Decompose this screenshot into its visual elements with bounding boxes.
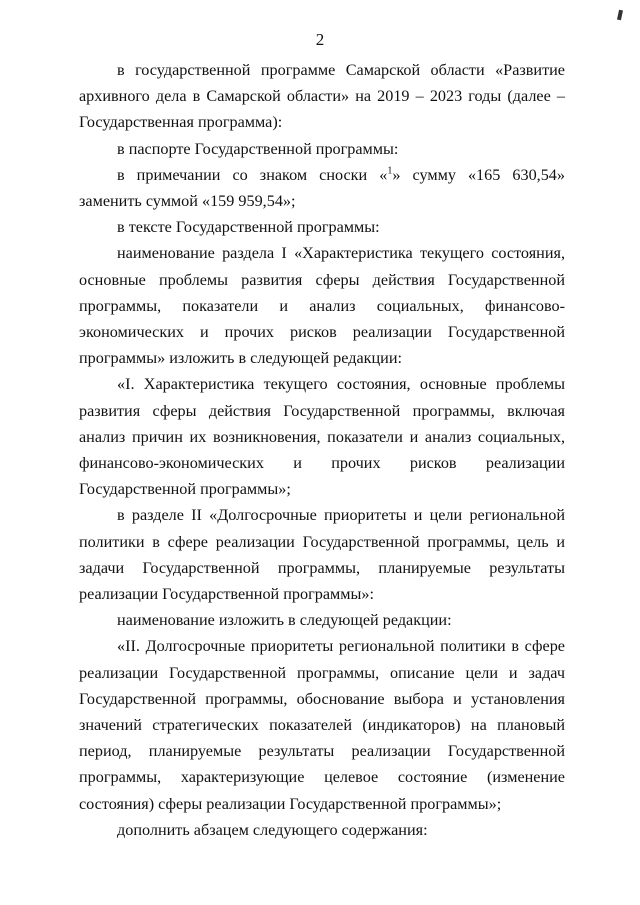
paragraph-program-text: в тексте Государственной программы: (117, 218, 380, 237)
scan-mark (617, 10, 623, 21)
paragraph-passport: в паспорте Государственной программы: (117, 139, 399, 158)
paragraph-name-change: наименование изложить в следующей редакции: (117, 611, 452, 630)
paragraph-section-2: в разделе II «Долгосрочные приоритеты и цели региональной политики в сфере реализации Государственной программы, цель и задачи Государственной программы, планируемые результаты реализации Государственной программы»: (79, 506, 565, 604)
paragraph-section-2-new: «II. Долгосрочные приоритеты региональной политики в сфере реализации Государственной программы, описание цели и задач Государственной программы, обоснование выбора и установления значений стратегических показателей (индикаторов) на плановый период, планируемые результаты реализации Государственной программы, характеризующие целевое состояние (изменение состояния) сферы реализации Государственной программы»; (79, 637, 565, 813)
paragraph-supplement: дополнить абзацем следующего содержания: (117, 820, 428, 839)
paragraph-section-1-name: наименование раздела I «Характеристика текущего состояния, основные проблемы развития сферы действия Государственной программы, показатели и анализ социальных, финансово-экономических и прочих рисков реализации Государственной программы» изложить в следующей редакции: (79, 244, 565, 368)
document-body (79, 57, 565, 843)
footnote-text-after: » сумму «165 630,54» заменить суммой «159 959,54»; (79, 165, 565, 211)
paragraph-section-1-new: «I. Характеристика текущего состояния, основные проблемы развития сферы действия Государственной программы, включая анализ причин их возникновения, показатели и анализ социальных, финансово-экономических и прочих рисков реализации Государственной программы»; (79, 375, 565, 499)
page-number: 2 (315, 30, 325, 49)
footnote-text-before: в примечании со знаком сноски « (117, 165, 388, 184)
paragraph-footnote-amount (79, 162, 565, 214)
footnote-superscript: 1 (387, 165, 393, 177)
paragraph-intro: в государственной программе Самарской области «Развитие архивного дела в Самарской области» на 2019 – 2023 годы (далее – Государственная программа): (79, 61, 565, 132)
